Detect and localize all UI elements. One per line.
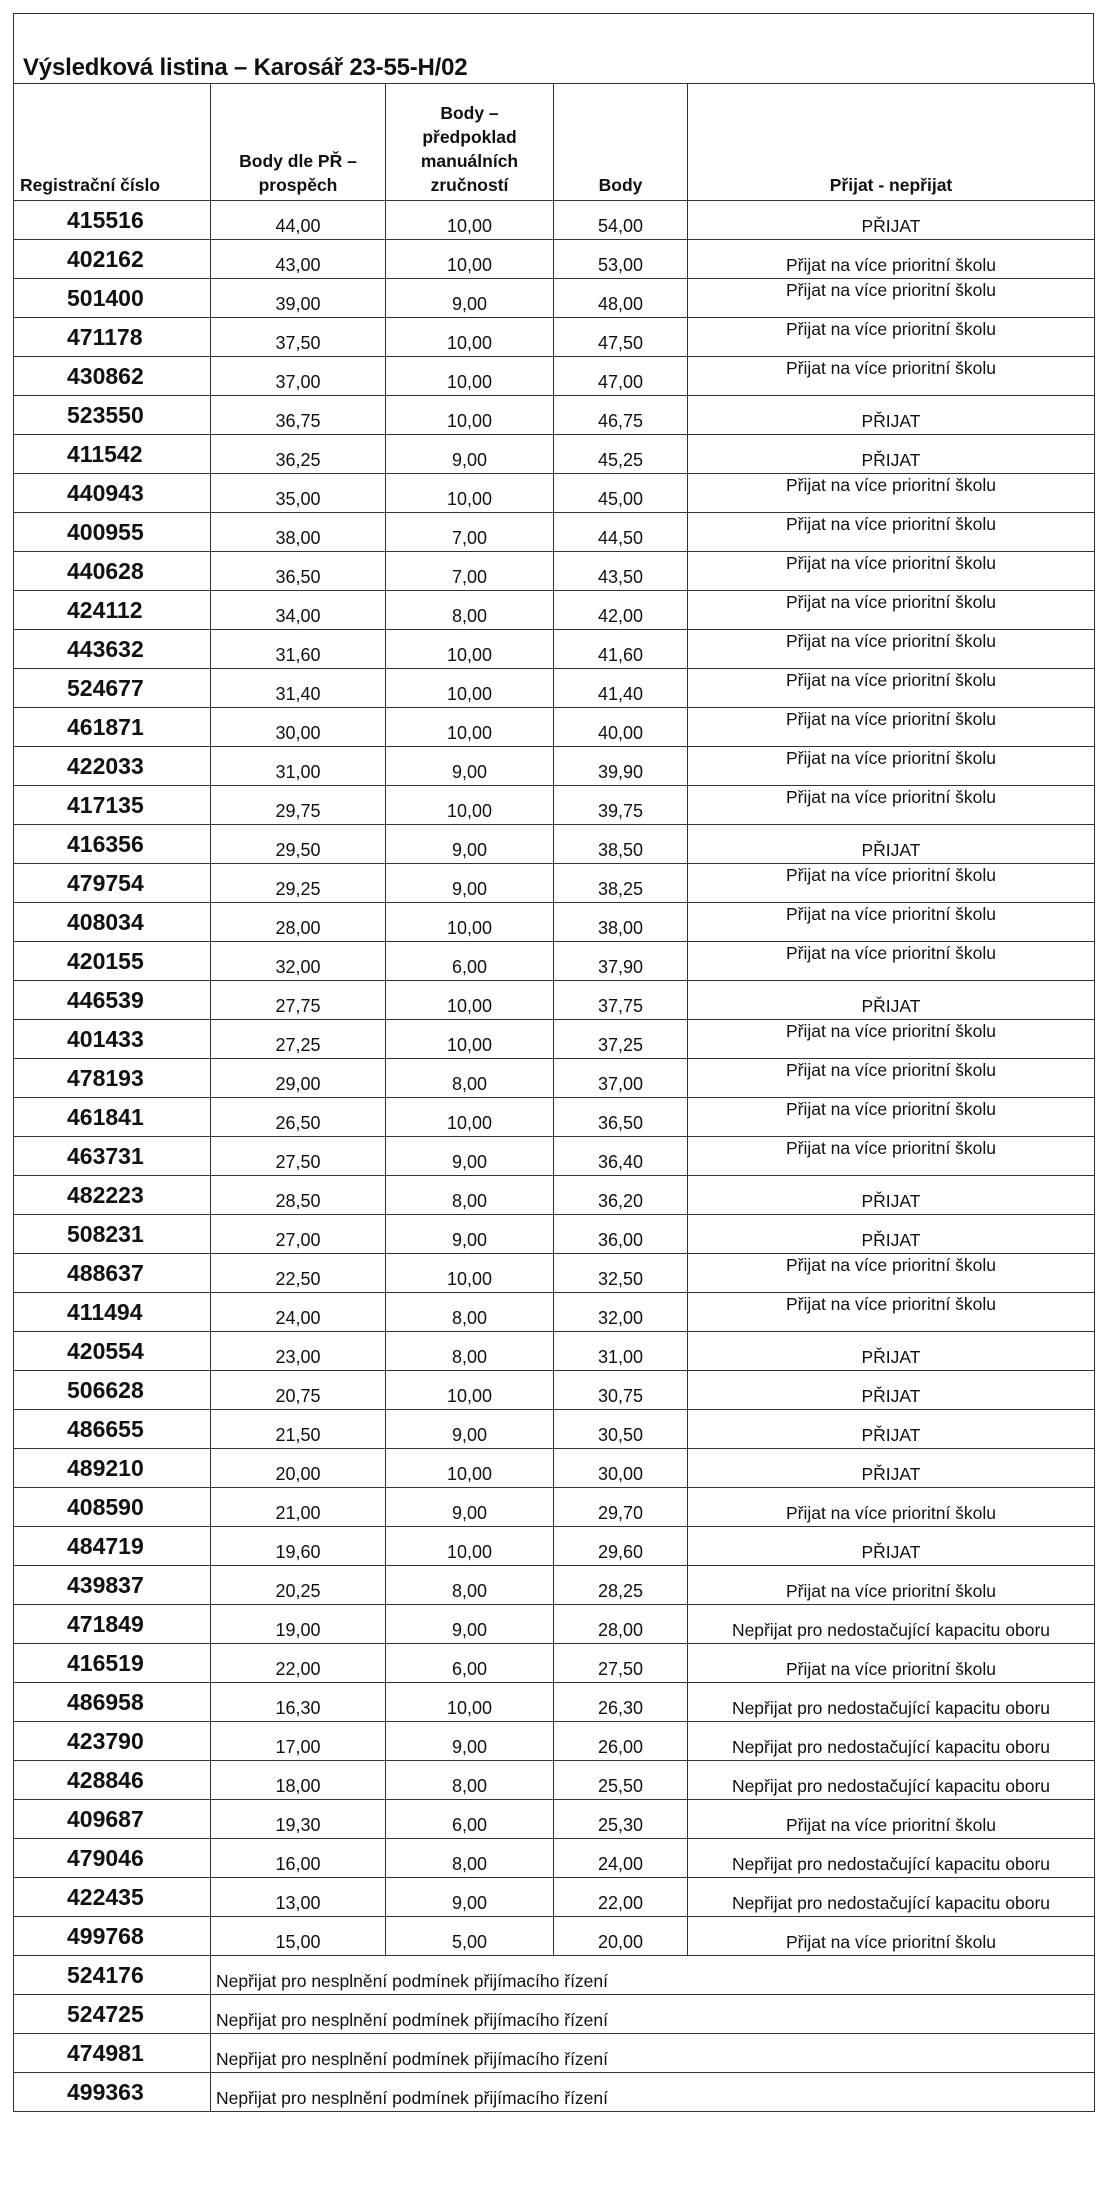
header-result: Přijat - nepřijat	[688, 84, 1095, 201]
registration-number: 423790	[14, 1722, 211, 1761]
points-manual-cell: 8,00	[386, 1761, 554, 1800]
registration-number: 482223	[14, 1176, 211, 1215]
points-manual-cell: 7,00	[386, 513, 554, 552]
rejected-row	[14, 1956, 1095, 1995]
result-cell: Přijat na více prioritní školu	[688, 1098, 1095, 1137]
results-sheet	[13, 13, 1094, 2112]
points-pr-cell: 39,00	[211, 279, 386, 318]
points-total-cell: 22,00	[554, 1878, 688, 1917]
result-cell: Přijat na více prioritní školu	[688, 1644, 1095, 1683]
points-pr-cell: 29,75	[211, 786, 386, 825]
rejection-note: Nepřijat pro nesplnění podmínek přijímacího řízení	[211, 2034, 1095, 2073]
table-row	[14, 708, 1095, 747]
points-total-cell: 47,00	[554, 357, 688, 396]
table-row	[14, 669, 1095, 708]
points-total-cell: 25,50	[554, 1761, 688, 1800]
table-row	[14, 474, 1095, 513]
points-total-cell: 26,00	[554, 1722, 688, 1761]
registration-number: 401433	[14, 1020, 211, 1059]
points-total-cell: 30,75	[554, 1371, 688, 1410]
result-cell: Přijat na více prioritní školu	[688, 474, 1095, 513]
registration-number: 461841	[14, 1098, 211, 1137]
points-total-cell: 38,00	[554, 903, 688, 942]
registration-number: 524677	[14, 669, 211, 708]
registration-number: 411542	[14, 435, 211, 474]
points-total-cell: 31,00	[554, 1332, 688, 1371]
points-total-cell: 37,00	[554, 1059, 688, 1098]
header-points-manual-line: zručností	[430, 175, 509, 195]
points-total-cell: 38,50	[554, 825, 688, 864]
table-row	[14, 1722, 1095, 1761]
points-pr-cell: 24,00	[211, 1293, 386, 1332]
points-manual-cell: 9,00	[386, 864, 554, 903]
result-cell: Nepřijat pro nedostačující kapacitu oboru	[688, 1761, 1095, 1800]
points-pr-cell: 37,50	[211, 318, 386, 357]
points-pr-cell: 16,30	[211, 1683, 386, 1722]
points-total-cell: 48,00	[554, 279, 688, 318]
table-row	[14, 1293, 1095, 1332]
result-cell: Přijat na více prioritní školu	[688, 318, 1095, 357]
registration-number: 479046	[14, 1839, 211, 1878]
rejection-note: Nepřijat pro nesplnění podmínek přijímacího řízení	[211, 1956, 1095, 1995]
header-points-manual-line: Body –	[440, 103, 499, 123]
points-manual-cell: 9,00	[386, 1137, 554, 1176]
registration-number: 484719	[14, 1527, 211, 1566]
result-cell: PŘIJAT	[688, 1332, 1095, 1371]
registration-number: 463731	[14, 1137, 211, 1176]
points-pr-cell: 26,50	[211, 1098, 386, 1137]
points-manual-cell: 9,00	[386, 435, 554, 474]
table-row	[14, 1917, 1095, 1956]
table-row	[14, 1215, 1095, 1254]
points-pr-cell: 27,75	[211, 981, 386, 1020]
points-manual-cell: 9,00	[386, 1878, 554, 1917]
table-row	[14, 1800, 1095, 1839]
result-cell: Přijat na více prioritní školu	[688, 1800, 1095, 1839]
points-manual-cell: 10,00	[386, 903, 554, 942]
points-pr-cell: 31,60	[211, 630, 386, 669]
result-cell: Přijat na více prioritní školu	[688, 1566, 1095, 1605]
points-total-cell: 37,90	[554, 942, 688, 981]
points-total-cell: 36,00	[554, 1215, 688, 1254]
registration-number: 415516	[14, 201, 211, 240]
result-cell: PŘIJAT	[688, 396, 1095, 435]
table-row	[14, 942, 1095, 981]
points-pr-cell: 20,25	[211, 1566, 386, 1605]
result-cell: Nepřijat pro nedostačující kapacitu oboru	[688, 1722, 1095, 1761]
points-pr-cell: 27,25	[211, 1020, 386, 1059]
header-points-total: Body	[554, 84, 688, 201]
result-cell: Přijat na více prioritní školu	[688, 1254, 1095, 1293]
results-body	[14, 201, 1095, 2112]
points-pr-cell: 30,00	[211, 708, 386, 747]
table-row	[14, 240, 1095, 279]
result-cell: Přijat na více prioritní školu	[688, 513, 1095, 552]
points-manual-cell: 9,00	[386, 1605, 554, 1644]
points-manual-cell: 6,00	[386, 942, 554, 981]
result-cell: Přijat na více prioritní školu	[688, 1020, 1095, 1059]
registration-number: 416519	[14, 1644, 211, 1683]
table-row	[14, 552, 1095, 591]
registration-number: 486958	[14, 1683, 211, 1722]
points-manual-cell: 10,00	[386, 1683, 554, 1722]
points-manual-cell: 10,00	[386, 1449, 554, 1488]
points-pr-cell: 22,50	[211, 1254, 386, 1293]
registration-number: 400955	[14, 513, 211, 552]
registration-number: 416356	[14, 825, 211, 864]
points-total-cell: 45,25	[554, 435, 688, 474]
points-manual-cell: 5,00	[386, 1917, 554, 1956]
points-pr-cell: 19,30	[211, 1800, 386, 1839]
points-pr-cell: 27,00	[211, 1215, 386, 1254]
result-cell: PŘIJAT	[688, 1176, 1095, 1215]
points-pr-cell: 31,40	[211, 669, 386, 708]
registration-number: 428846	[14, 1761, 211, 1800]
table-row	[14, 747, 1095, 786]
header-points-pr	[211, 84, 386, 201]
points-pr-cell: 34,00	[211, 591, 386, 630]
result-cell: Nepřijat pro nedostačující kapacitu oboru	[688, 1605, 1095, 1644]
registration-number: 422435	[14, 1878, 211, 1917]
points-manual-cell: 10,00	[386, 1098, 554, 1137]
table-row	[14, 1644, 1095, 1683]
points-total-cell: 37,25	[554, 1020, 688, 1059]
table-row	[14, 1761, 1095, 1800]
registration-number: 424112	[14, 591, 211, 630]
points-pr-cell: 36,25	[211, 435, 386, 474]
points-total-cell: 32,50	[554, 1254, 688, 1293]
points-pr-cell: 31,00	[211, 747, 386, 786]
table-row	[14, 1527, 1095, 1566]
result-cell: Přijat na více prioritní školu	[688, 1917, 1095, 1956]
table-row	[14, 1839, 1095, 1878]
table-row	[14, 825, 1095, 864]
points-total-cell: 46,75	[554, 396, 688, 435]
points-total-cell: 29,70	[554, 1488, 688, 1527]
registration-number: 523550	[14, 396, 211, 435]
points-pr-cell: 38,00	[211, 513, 386, 552]
registration-number: 420155	[14, 942, 211, 981]
result-cell: Přijat na více prioritní školu	[688, 552, 1095, 591]
table-row	[14, 357, 1095, 396]
result-cell: Přijat na více prioritní školu	[688, 942, 1095, 981]
points-pr-cell: 29,00	[211, 1059, 386, 1098]
registration-number: 430862	[14, 357, 211, 396]
points-pr-cell: 21,00	[211, 1488, 386, 1527]
points-pr-cell: 36,50	[211, 552, 386, 591]
registration-number: 439837	[14, 1566, 211, 1605]
registration-number: 461871	[14, 708, 211, 747]
points-total-cell: 24,00	[554, 1839, 688, 1878]
registration-number: 488637	[14, 1254, 211, 1293]
rejected-row	[14, 2034, 1095, 2073]
registration-number: 489210	[14, 1449, 211, 1488]
registration-number: 486655	[14, 1410, 211, 1449]
points-manual-cell: 10,00	[386, 981, 554, 1020]
registration-number: 409687	[14, 1800, 211, 1839]
rejected-row	[14, 1995, 1095, 2034]
points-manual-cell: 8,00	[386, 1059, 554, 1098]
points-total-cell: 36,20	[554, 1176, 688, 1215]
points-manual-cell: 10,00	[386, 318, 554, 357]
points-total-cell: 29,60	[554, 1527, 688, 1566]
points-pr-cell: 43,00	[211, 240, 386, 279]
points-total-cell: 30,00	[554, 1449, 688, 1488]
title-row	[13, 13, 1094, 83]
result-cell: Přijat na více prioritní školu	[688, 1059, 1095, 1098]
points-manual-cell: 8,00	[386, 1176, 554, 1215]
points-pr-cell: 28,50	[211, 1176, 386, 1215]
table-row	[14, 630, 1095, 669]
result-cell: Přijat na více prioritní školu	[688, 708, 1095, 747]
result-cell: PŘIJAT	[688, 1527, 1095, 1566]
points-pr-cell: 19,60	[211, 1527, 386, 1566]
table-row	[14, 396, 1095, 435]
points-total-cell: 27,50	[554, 1644, 688, 1683]
points-pr-cell: 32,00	[211, 942, 386, 981]
points-total-cell: 28,25	[554, 1566, 688, 1605]
rejection-note: Nepřijat pro nesplnění podmínek přijímacího řízení	[211, 1995, 1095, 2034]
registration-number: 471849	[14, 1605, 211, 1644]
points-manual-cell: 9,00	[386, 1215, 554, 1254]
table-row	[14, 318, 1095, 357]
result-cell: PŘIJAT	[688, 1449, 1095, 1488]
header-points-pr-line: prospěch	[258, 175, 338, 195]
registration-number: 478193	[14, 1059, 211, 1098]
result-cell: Přijat na více prioritní školu	[688, 1488, 1095, 1527]
points-pr-cell: 16,00	[211, 1839, 386, 1878]
points-manual-cell: 10,00	[386, 357, 554, 396]
points-manual-cell: 9,00	[386, 1410, 554, 1449]
points-total-cell: 41,60	[554, 630, 688, 669]
registration-number: 408034	[14, 903, 211, 942]
registration-number: 422033	[14, 747, 211, 786]
points-total-cell: 25,30	[554, 1800, 688, 1839]
table-row	[14, 1449, 1095, 1488]
rejected-row	[14, 2073, 1095, 2112]
points-manual-cell: 8,00	[386, 1293, 554, 1332]
points-manual-cell: 10,00	[386, 630, 554, 669]
points-total-cell: 38,25	[554, 864, 688, 903]
points-total-cell: 53,00	[554, 240, 688, 279]
points-pr-cell: 27,50	[211, 1137, 386, 1176]
registration-number: 524725	[14, 1995, 211, 2034]
points-pr-cell: 37,00	[211, 357, 386, 396]
result-cell: PŘIJAT	[688, 1410, 1095, 1449]
table-row	[14, 279, 1095, 318]
table-row	[14, 591, 1095, 630]
table-row	[14, 513, 1095, 552]
registration-number: 471178	[14, 318, 211, 357]
points-manual-cell: 10,00	[386, 1020, 554, 1059]
table-row	[14, 903, 1095, 942]
points-total-cell: 20,00	[554, 1917, 688, 1956]
points-pr-cell: 44,00	[211, 201, 386, 240]
registration-number: 499768	[14, 1917, 211, 1956]
result-cell: PŘIJAT	[688, 981, 1095, 1020]
result-cell: PŘIJAT	[688, 435, 1095, 474]
points-manual-cell: 8,00	[386, 1839, 554, 1878]
points-total-cell: 26,30	[554, 1683, 688, 1722]
table-row	[14, 1878, 1095, 1917]
registration-number: 501400	[14, 279, 211, 318]
header-points-manual-line: manuálních	[420, 151, 519, 171]
registration-number: 440943	[14, 474, 211, 513]
points-manual-cell: 10,00	[386, 474, 554, 513]
points-pr-cell: 19,00	[211, 1605, 386, 1644]
registration-number: 474981	[14, 2034, 211, 2073]
result-cell: Přijat na více prioritní školu	[688, 1293, 1095, 1332]
points-total-cell: 37,75	[554, 981, 688, 1020]
points-manual-cell: 10,00	[386, 669, 554, 708]
registration-number: 499363	[14, 2073, 211, 2112]
points-manual-cell: 10,00	[386, 240, 554, 279]
points-pr-cell: 21,50	[211, 1410, 386, 1449]
result-cell: PŘIJAT	[688, 825, 1095, 864]
results-table	[13, 83, 1095, 2112]
points-pr-cell: 29,25	[211, 864, 386, 903]
points-pr-cell: 36,75	[211, 396, 386, 435]
result-cell: Přijat na více prioritní školu	[688, 786, 1095, 825]
points-pr-cell: 13,00	[211, 1878, 386, 1917]
registration-number: 408590	[14, 1488, 211, 1527]
result-cell: Nepřijat pro nedostačující kapacitu oboru	[688, 1878, 1095, 1917]
result-cell: Nepřijat pro nedostačující kapacitu oboru	[688, 1839, 1095, 1878]
table-row	[14, 1137, 1095, 1176]
result-cell: Přijat na více prioritní školu	[688, 903, 1095, 942]
points-manual-cell: 10,00	[386, 1371, 554, 1410]
table-row	[14, 1488, 1095, 1527]
header-points-manual	[386, 84, 554, 201]
registration-number: 479754	[14, 864, 211, 903]
points-manual-cell: 10,00	[386, 708, 554, 747]
result-cell: PŘIJAT	[688, 1371, 1095, 1410]
result-cell: Přijat na více prioritní školu	[688, 669, 1095, 708]
points-manual-cell: 10,00	[386, 786, 554, 825]
points-total-cell: 40,00	[554, 708, 688, 747]
points-manual-cell: 9,00	[386, 279, 554, 318]
table-row	[14, 1332, 1095, 1371]
points-manual-cell: 10,00	[386, 1527, 554, 1566]
table-row	[14, 201, 1095, 240]
table-row	[14, 435, 1095, 474]
points-total-cell: 42,00	[554, 591, 688, 630]
table-row	[14, 1098, 1095, 1137]
table-row	[14, 1020, 1095, 1059]
result-cell: Přijat na více prioritní školu	[688, 240, 1095, 279]
rejection-note: Nepřijat pro nesplnění podmínek přijímacího řízení	[211, 2073, 1095, 2112]
result-cell: Přijat na více prioritní školu	[688, 591, 1095, 630]
header-row	[14, 84, 1095, 201]
points-pr-cell: 20,00	[211, 1449, 386, 1488]
table-row	[14, 1410, 1095, 1449]
points-manual-cell: 9,00	[386, 825, 554, 864]
registration-number: 411494	[14, 1293, 211, 1332]
points-total-cell: 39,90	[554, 747, 688, 786]
points-manual-cell: 6,00	[386, 1800, 554, 1839]
header-points-pr-line: Body dle PŘ –	[239, 151, 357, 171]
points-manual-cell: 10,00	[386, 201, 554, 240]
result-cell: Nepřijat pro nedostačující kapacitu oboru	[688, 1683, 1095, 1722]
points-manual-cell: 8,00	[386, 1566, 554, 1605]
points-pr-cell: 15,00	[211, 1917, 386, 1956]
result-cell: PŘIJAT	[688, 201, 1095, 240]
registration-number: 446539	[14, 981, 211, 1020]
result-cell: Přijat na více prioritní školu	[688, 747, 1095, 786]
points-total-cell: 44,50	[554, 513, 688, 552]
table-row	[14, 1566, 1095, 1605]
registration-number: 440628	[14, 552, 211, 591]
points-total-cell: 32,00	[554, 1293, 688, 1332]
points-manual-cell: 10,00	[386, 1254, 554, 1293]
document-title: Výsledková listina – Karosář 23-55-H/02	[23, 54, 468, 81]
registration-number: 506628	[14, 1371, 211, 1410]
points-total-cell: 30,50	[554, 1410, 688, 1449]
result-cell: PŘIJAT	[688, 1215, 1095, 1254]
points-total-cell: 36,40	[554, 1137, 688, 1176]
table-row	[14, 1254, 1095, 1293]
table-row	[14, 1371, 1095, 1410]
points-total-cell: 45,00	[554, 474, 688, 513]
table-row	[14, 1059, 1095, 1098]
points-manual-cell: 7,00	[386, 552, 554, 591]
points-total-cell: 54,00	[554, 201, 688, 240]
header-registration-number: Registrační číslo	[14, 84, 211, 201]
table-row	[14, 786, 1095, 825]
table-row	[14, 1176, 1095, 1215]
points-total-cell: 47,50	[554, 318, 688, 357]
table-row	[14, 1683, 1095, 1722]
table-row	[14, 864, 1095, 903]
registration-number: 508231	[14, 1215, 211, 1254]
registration-number: 420554	[14, 1332, 211, 1371]
points-pr-cell: 28,00	[211, 903, 386, 942]
points-manual-cell: 8,00	[386, 591, 554, 630]
result-cell: Přijat na více prioritní školu	[688, 630, 1095, 669]
points-pr-cell: 29,50	[211, 825, 386, 864]
header-points-manual-line: předpoklad	[422, 127, 517, 147]
registration-number: 402162	[14, 240, 211, 279]
points-manual-cell: 6,00	[386, 1644, 554, 1683]
points-total-cell: 43,50	[554, 552, 688, 591]
table-row	[14, 1605, 1095, 1644]
result-cell: Přijat na více prioritní školu	[688, 357, 1095, 396]
points-pr-cell: 35,00	[211, 474, 386, 513]
points-pr-cell: 17,00	[211, 1722, 386, 1761]
result-cell: Přijat na více prioritní školu	[688, 1137, 1095, 1176]
points-manual-cell: 10,00	[386, 396, 554, 435]
points-pr-cell: 23,00	[211, 1332, 386, 1371]
points-pr-cell: 22,00	[211, 1644, 386, 1683]
points-total-cell: 41,40	[554, 669, 688, 708]
registration-number: 524176	[14, 1956, 211, 1995]
points-manual-cell: 8,00	[386, 1332, 554, 1371]
result-cell: Přijat na více prioritní školu	[688, 279, 1095, 318]
points-pr-cell: 20,75	[211, 1371, 386, 1410]
result-cell: Přijat na více prioritní školu	[688, 864, 1095, 903]
points-total-cell: 39,75	[554, 786, 688, 825]
table-row	[14, 981, 1095, 1020]
points-manual-cell: 9,00	[386, 1722, 554, 1761]
points-manual-cell: 9,00	[386, 747, 554, 786]
registration-number: 443632	[14, 630, 211, 669]
points-pr-cell: 18,00	[211, 1761, 386, 1800]
points-total-cell: 36,50	[554, 1098, 688, 1137]
registration-number: 417135	[14, 786, 211, 825]
points-manual-cell: 9,00	[386, 1488, 554, 1527]
points-total-cell: 28,00	[554, 1605, 688, 1644]
